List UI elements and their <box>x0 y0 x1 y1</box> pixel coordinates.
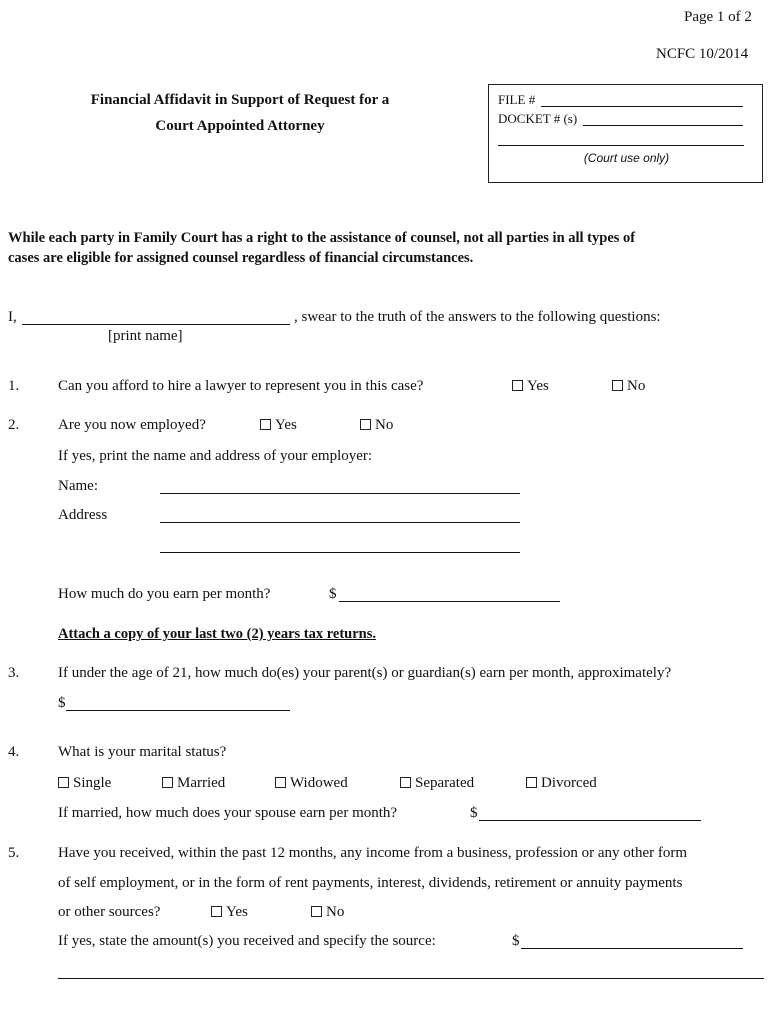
file-number-label: FILE # <box>498 92 536 107</box>
court-use-box <box>488 84 763 183</box>
checkbox-icon[interactable] <box>311 906 322 917</box>
question-4-number: 4. <box>8 744 20 760</box>
checkbox-icon[interactable] <box>400 777 411 788</box>
checkbox-icon[interactable] <box>260 419 271 430</box>
question-5-line3: or other sources? <box>58 904 161 920</box>
employer-address-field-1[interactable] <box>160 522 520 523</box>
question-3-number: 3. <box>8 665 20 681</box>
court-use-caption: (Court use only) <box>583 151 670 165</box>
form-title-line1: Financial Affidavit in Support of Request for a <box>90 92 390 108</box>
other-income-source-field[interactable] <box>58 978 764 979</box>
checkbox-icon[interactable] <box>162 777 173 788</box>
print-name-caption: [print name] <box>108 328 183 344</box>
status-separated-option[interactable] <box>400 775 474 792</box>
employer-address-field-2[interactable] <box>160 552 520 553</box>
status-single-option[interactable] <box>58 775 111 792</box>
spouse-earnings-dollar: $ <box>470 805 478 821</box>
employer-name-field[interactable] <box>160 493 520 494</box>
page-number: Page 1 of 2 <box>684 9 752 25</box>
form-title-line2: Court Appointed Attorney <box>155 118 325 134</box>
question-1-text: Can you afford to hire a lawyer to represent you in this case? <box>58 378 424 394</box>
file-number-field[interactable] <box>541 106 743 107</box>
status-married-option[interactable] <box>162 775 225 792</box>
intro-line1: While each party in Family Court has a right to the assistance of counsel, not all parties in all types of <box>8 230 636 246</box>
status-divorced-label: Divorced <box>541 775 597 791</box>
docket-number-field[interactable] <box>583 125 743 126</box>
checkbox-icon[interactable] <box>211 906 222 917</box>
employer-address-label: Address <box>58 507 108 523</box>
parent-earnings-field[interactable] <box>66 710 290 711</box>
status-divorced-option[interactable] <box>526 775 597 792</box>
checkbox-icon[interactable] <box>275 777 286 788</box>
q5-no-option[interactable] <box>311 904 344 921</box>
oath-prefix: I, <box>8 309 17 325</box>
other-income-label: If yes, state the amount(s) you received and specify the source: <box>58 933 436 949</box>
intro-line2: cases are eligible for assigned counsel regardless of financial circumstances. <box>8 250 474 266</box>
form-code: NCFC 10/2014 <box>656 46 749 62</box>
other-income-dollar: $ <box>512 933 520 949</box>
status-married-label: Married <box>177 775 226 791</box>
question-2-number: 2. <box>8 417 20 433</box>
q5-no-label: No <box>326 904 345 920</box>
q5-yes-option[interactable] <box>211 904 248 921</box>
status-separated-label: Separated <box>415 775 475 791</box>
question-5-line2: of self employment, or in the form of rent payments, interest, dividends, retirement or annuity payments <box>58 875 683 891</box>
status-single-label: Single <box>73 775 112 791</box>
q1-yes-label: Yes <box>527 378 549 394</box>
employer-followup: If yes, print the name and address of your employer: <box>58 448 373 464</box>
q2-yes-option[interactable] <box>260 417 297 434</box>
question-5-line1: Have you received, within the past 12 months, any income from a business, profession or any other form <box>58 845 688 861</box>
status-widowed-option[interactable] <box>275 775 348 792</box>
employer-name-label: Name: <box>58 478 98 494</box>
checkbox-icon[interactable] <box>526 777 537 788</box>
oath-text: , swear to the truth of the answers to the following questions: <box>294 309 661 325</box>
monthly-earnings-field[interactable] <box>339 601 560 602</box>
q1-yes-option[interactable] <box>512 378 549 395</box>
monthly-earnings-dollar: $ <box>329 586 337 602</box>
question-4-text: What is your marital status? <box>58 744 227 760</box>
docket-number-label: DOCKET # (s) <box>498 111 578 126</box>
checkbox-icon[interactable] <box>360 419 371 430</box>
question-3-text: If under the age of 21, how much do(es) your parent(s) or guardian(s) earn per month, approximately? <box>58 665 672 681</box>
checkbox-icon[interactable] <box>512 380 523 391</box>
question-2-text: Are you now employed? <box>58 417 206 433</box>
monthly-earnings-label: How much do you earn per month? <box>58 586 271 602</box>
parent-earnings-dollar: $ <box>58 695 66 711</box>
q1-no-label: No <box>627 378 646 394</box>
status-widowed-label: Widowed <box>290 775 348 791</box>
question-1-number: 1. <box>8 378 20 394</box>
other-income-amount-field[interactable] <box>521 948 743 949</box>
q1-no-option[interactable] <box>612 378 645 395</box>
question-5-number: 5. <box>8 845 20 861</box>
checkbox-icon[interactable] <box>612 380 623 391</box>
checkbox-icon[interactable] <box>58 777 69 788</box>
q2-no-label: No <box>375 417 394 433</box>
q2-no-option[interactable] <box>360 417 393 434</box>
tax-return-notice: Attach a copy of your last two (2) years tax returns. <box>58 626 377 642</box>
spouse-earnings-label: If married, how much does your spouse earn per month? <box>58 805 398 821</box>
q2-yes-label: Yes <box>275 417 297 433</box>
court-use-line <box>498 145 744 146</box>
spouse-earnings-field[interactable] <box>479 820 701 821</box>
print-name-field[interactable] <box>22 324 290 325</box>
q5-yes-label: Yes <box>226 904 248 920</box>
